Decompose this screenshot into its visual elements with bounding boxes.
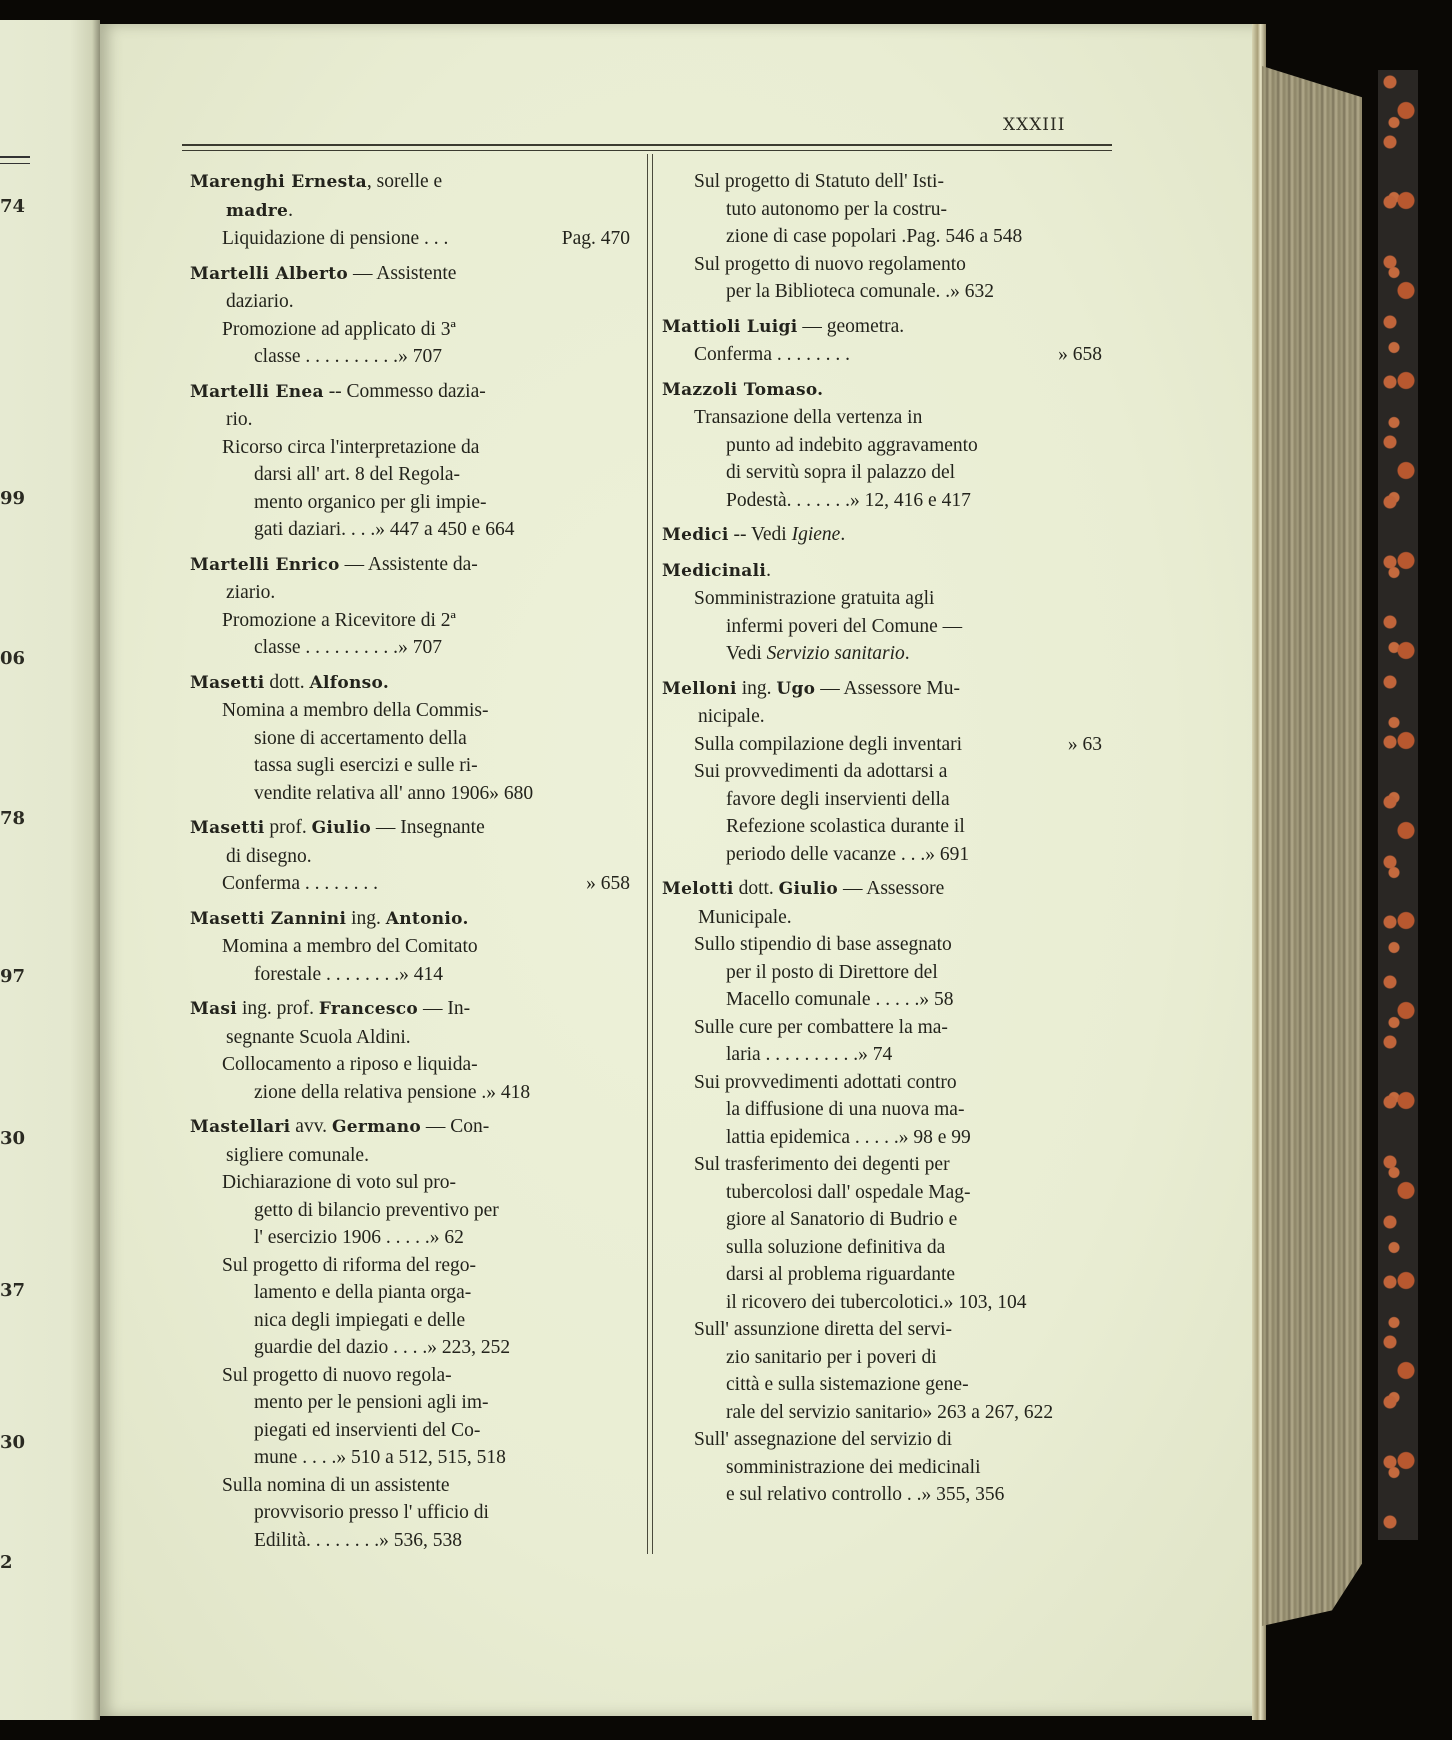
entry-given-name: Giulio (311, 818, 372, 838)
subentry-text: Sui provvedimenti da adottarsi a (694, 761, 948, 782)
entry-qualifier: — In- (418, 998, 471, 1019)
subentry-text: lamento e della pianta orga- (254, 1282, 472, 1303)
page-reference: » 658 (1058, 344, 1102, 365)
subentry (662, 758, 1102, 868)
entry-qualifier: daziario. (226, 291, 294, 312)
index-entry (190, 669, 630, 808)
page-reference: » 58 (919, 989, 954, 1010)
entry-heading (662, 521, 1102, 550)
entry-name: Mastellari (190, 1117, 291, 1137)
page-reference: » 707 (398, 637, 442, 658)
entry-given-name: Germano (331, 1117, 422, 1137)
entry-given-name: Giulio (778, 879, 839, 899)
subentry-text: l' esercizio 1906 . . . . . (254, 1227, 430, 1248)
subentry-text: gati daziari. . . . (254, 519, 376, 540)
subentry-text: infermi poveri del Comune — (726, 615, 963, 637)
entry-heading (662, 557, 1102, 586)
subentry-text: di servitù sopra il palazzo del (726, 462, 956, 483)
subentry (190, 1362, 630, 1472)
entry-qualifier: ziario. (226, 582, 276, 603)
entry-name: Martelli Alberto (190, 263, 349, 284)
pag-label: Pag. (906, 226, 941, 247)
prev-page-margin-number: 78 (0, 808, 26, 829)
subentry (662, 731, 1102, 759)
index-entry (190, 995, 630, 1106)
subentry-text: Conferma . . . . . . . . (222, 873, 378, 894)
index-entry (190, 1113, 630, 1554)
subentry-text: . (904, 643, 910, 664)
index-entry (190, 814, 630, 898)
index-entry (190, 260, 630, 371)
subentry-text: Sul progetto di nuovo regolamento (694, 253, 966, 275)
subentry-text: forestale . . . . . . . . (254, 963, 400, 985)
subentry (190, 1252, 630, 1362)
entry-qualifier: segnante Scuola Aldini. (226, 1026, 411, 1048)
subentry (662, 1426, 1102, 1509)
entry-qualifier: ing. (736, 677, 777, 699)
entry-name: Medici (662, 525, 729, 545)
entry-name: Masetti Zannini (190, 908, 347, 929)
subentry-text: darsi al problema riguardante (726, 1264, 956, 1285)
entry-qualifier: ing. (346, 907, 386, 929)
subentry-text: per la Biblioteca comunale. . (726, 281, 951, 302)
page-number: XXXIII (1003, 115, 1066, 135)
entry-qualifier: — Assistente (348, 262, 457, 284)
entry-qualifier: Municipale. (698, 906, 792, 928)
index-entry (662, 675, 1102, 869)
subentry-text: Momina a membro del Comitato (222, 936, 478, 957)
entry-name: Masetti (190, 672, 265, 693)
subentry-text: rale del servizio sanitario (726, 1401, 923, 1423)
entry-qualifier: , sorelle e (366, 171, 443, 192)
subentry-text: mento per le pensioni agli im- (254, 1392, 489, 1413)
subentry-text: Sulla compilazione degli inventari (694, 733, 963, 755)
subentry (662, 1151, 1102, 1316)
subentry (662, 931, 1102, 1014)
entry-name: Mattioli Luigi (662, 316, 798, 337)
entry-name: Masetti (190, 818, 265, 838)
subentry-text: Promozione ad applicato di 3ª (222, 318, 456, 340)
subentry (190, 316, 630, 371)
entry-name: madre (226, 200, 289, 221)
entry-qualifier: — Assessore Mu- (815, 677, 960, 699)
page-reference: » 510 a 512, 515, 518 (336, 1447, 506, 1468)
entry-name: Martelli Enea (190, 381, 324, 402)
subentry-text: Sui provvedimenti adottati contro (694, 1071, 957, 1093)
entry-qualifier: sigliere comunale. (226, 1144, 369, 1166)
subentry-text: getto di bilancio preventivo per (254, 1199, 499, 1221)
index-entry (190, 551, 630, 662)
subentry (662, 1014, 1102, 1069)
entry-heading (190, 378, 630, 434)
subentry-text: mune . . . . (254, 1447, 337, 1468)
cross-reference: Servizio sanitario (766, 643, 905, 664)
index-entry (190, 168, 630, 253)
page-reference: 470 (600, 228, 630, 249)
subentry-text: mento organico per gli impie- (254, 491, 487, 513)
index-column-right (662, 168, 1102, 1516)
index-entry (190, 905, 630, 989)
subentry (190, 607, 630, 662)
subentry-text: giore al Sanatorio di Budrio e (726, 1209, 958, 1230)
index-column-left (190, 168, 630, 1561)
subentry-text: zione di case popolari . (726, 226, 907, 247)
subentry-text: Sul progetto di riforma del rego- (222, 1254, 476, 1276)
prev-page-margin-number: 99 (0, 488, 26, 509)
entry-qualifier: — Assistente da- (339, 553, 478, 575)
page-reference: » 103, 104 (943, 1291, 1027, 1313)
previous-page-header-rule (0, 156, 30, 164)
column-divider (647, 154, 653, 1554)
subentry-text: Sul trasferimento dei degenti per (694, 1154, 950, 1175)
subentry (190, 870, 630, 898)
subentry-text: città e sulla sistemazione gene- (726, 1374, 969, 1395)
page-reference: » 223, 252 (427, 1337, 511, 1358)
subentry-text: periodo delle vacanze . . . (726, 843, 926, 865)
subentry-text: sione di accertamento della (254, 727, 467, 749)
entry-given-name: Antonio. (385, 908, 469, 929)
page-reference: » 691 (925, 843, 970, 865)
subentry (190, 1051, 630, 1106)
subentry-text: la diffusione di una nuova ma- (726, 1099, 965, 1120)
subentry-text: Vedi (726, 643, 767, 664)
entry-qualifier: nicipale. (698, 706, 765, 727)
prev-page-margin-number: 2 (0, 1552, 13, 1573)
page-reference: » 74 (858, 1044, 893, 1065)
header-double-rule (182, 144, 1112, 151)
subentry-text: Sull' assegnazione del servizio di (694, 1429, 953, 1450)
entry-qualifier: -- Vedi (728, 524, 792, 545)
entry-name: Medicinali (662, 560, 767, 581)
page-reference: » 707 (398, 346, 442, 367)
prev-page-margin-number: 74 (0, 196, 26, 217)
page-reference: » 12, 416 e 417 (850, 489, 971, 511)
page-reference: » 355, 356 (921, 1484, 1005, 1505)
entry-qualifier: — geometra. (797, 315, 905, 337)
entry-heading (662, 376, 1102, 405)
index-entry (662, 313, 1102, 369)
page-reference: » 632 (950, 281, 995, 302)
subentry (662, 251, 1102, 306)
prev-page-margin-number: 37 (0, 1280, 26, 1301)
pag-label: Pag. (561, 228, 596, 249)
subentry (190, 1472, 630, 1555)
prev-page-margin-number: 30 (0, 1128, 26, 1149)
subentry-text: Sullo stipendio di base assegnato (694, 934, 952, 955)
subentry-text: Liquidazione di pensione . . . (222, 228, 449, 249)
subentry (190, 697, 630, 807)
index-entry (662, 521, 1102, 550)
entry-qualifier: — Assessore (838, 878, 945, 899)
marbled-book-cover (1378, 70, 1418, 1540)
entry-heading (190, 669, 630, 698)
subentry (190, 225, 630, 253)
subentry-text: il ricovero dei tubercolotici. (726, 1291, 944, 1313)
subentry-text: Collocamento a riposo e liquida- (222, 1054, 478, 1075)
subentry-text: somministrazione dei medicinali (726, 1456, 981, 1478)
entry-qualifier: . (840, 524, 846, 545)
subentry-text: sulla soluzione definitiva da (726, 1236, 946, 1258)
subentry-text: per il posto di Direttore del (726, 961, 938, 983)
entry-heading (190, 260, 630, 316)
entry-qualifier: dott. (733, 878, 779, 899)
subentry-text: piegati ed inservienti del Co- (254, 1419, 481, 1441)
subentry-text: lattia epidemica . . . . . (726, 1126, 899, 1148)
subentry-text: Podestà. . . . . . . (726, 489, 851, 511)
subentry (662, 585, 1102, 668)
entry-heading (190, 995, 630, 1051)
page-reference: » 418 (486, 1081, 531, 1103)
subentry-text: provvisorio presso l' ufficio di (254, 1502, 489, 1523)
subentry-text: Sulla nomina di un assistente (222, 1474, 450, 1496)
subentry-text: Refezione scolastica durante il (726, 816, 965, 837)
entry-given-name: Ugo (776, 678, 816, 699)
book-page-block (1262, 66, 1362, 1626)
page-reference: » 536, 538 (379, 1529, 462, 1551)
subentry (662, 341, 1102, 369)
previous-page-edge (0, 20, 100, 1720)
entry-name: Masi (190, 999, 238, 1019)
page-reference: » 447 a 450 e 664 (375, 519, 515, 540)
page-reference: » 62 (429, 1227, 464, 1248)
entry-qualifier: — Insegnante (371, 817, 485, 838)
page-reference: 546 a 548 (945, 226, 1023, 247)
entry-name: Mazzoli Tomaso. (662, 379, 824, 400)
subentry-text: zione della relativa pensione . (254, 1081, 487, 1103)
subentry-text: Dichiarazione di voto sul pro- (222, 1172, 456, 1193)
subentry-text: zio sanitario per i poveri di (726, 1346, 937, 1368)
entry-heading (190, 905, 630, 934)
subentry-text: Macello comunale . . . . . (726, 989, 920, 1010)
subentry (662, 168, 1102, 251)
subentry-text: Transazione della vertenza in (694, 407, 923, 428)
subentry-text: tuto autonomo per la costru- (726, 198, 947, 220)
entry-given-name: Alfonso. (309, 672, 390, 693)
subentry-text: nica degli impiegati e delle (254, 1309, 466, 1331)
entry-name: Marenghi Ernesta (190, 172, 367, 192)
subentry-text: darsi all' art. 8 del Regola- (254, 464, 461, 485)
page-reference: » 658 (586, 873, 630, 894)
entry-heading (190, 1113, 630, 1169)
entry-qualifier: . (288, 199, 294, 221)
page-reference: » 680 (489, 782, 534, 804)
entry-qualifier: . (766, 559, 771, 581)
subentry (190, 933, 630, 988)
subentry-text: tubercolosi dall' ospedale Mag- (726, 1181, 971, 1203)
entry-qualifier: -- Commesso dazia- (323, 380, 486, 402)
entry-qualifier: dott. (264, 671, 310, 693)
subentry-text: Promozione a Ricevitore di 2ª (222, 609, 456, 631)
subentry (190, 434, 630, 544)
entry-heading (190, 551, 630, 607)
subentry-text: Ricorso circa l'interpretazione da (222, 436, 480, 458)
entry-given-name: Francesco (318, 999, 419, 1019)
subentry-text: punto ad indebito aggravamento (726, 434, 978, 456)
entry-qualifier: prof. (264, 817, 312, 838)
page-reference: » 414 (399, 963, 444, 985)
subentry (190, 1169, 630, 1252)
subentry-text: Somministrazione gratuita agli (694, 588, 935, 609)
cross-reference: Igiene (791, 524, 841, 545)
index-entry (662, 376, 1102, 515)
page-reference: » 63 (1067, 733, 1102, 755)
subentry-text: e sul relativo controllo . . (726, 1484, 922, 1505)
index-entry (190, 378, 630, 544)
entry-heading (662, 875, 1102, 931)
entry-name: Melloni (662, 678, 737, 699)
subentry-text: Sul progetto di Statuto dell' Isti- (694, 171, 944, 192)
index-entry (662, 875, 1102, 1509)
entry-qualifier: — Con- (421, 1116, 490, 1137)
entry-qualifier: rio. (226, 409, 253, 430)
page-reference: » 98 e 99 (898, 1126, 971, 1148)
subentry (662, 1316, 1102, 1426)
entry-qualifier: di disegno. (226, 845, 312, 867)
subentry-text: Sulle cure per combattere la ma- (694, 1016, 948, 1038)
subentry-text: Conferma . . . . . . . . (694, 344, 850, 365)
subentry-text: Nomina a membro della Commis- (222, 700, 489, 721)
entry-qualifier: ing. prof. (237, 998, 319, 1019)
entry-name: Martelli Enrico (190, 554, 340, 575)
entry-name: Melotti (662, 879, 734, 899)
subentry-text: classe . . . . . . . . . . (254, 637, 399, 658)
page-reference: » 263 a 267, 622 (922, 1401, 1054, 1423)
subentry (662, 404, 1102, 514)
subentry-text: Sull' assunzione diretta del servi- (694, 1319, 953, 1340)
prev-page-margin-number: 30 (0, 1432, 26, 1453)
subentry-text: Sul progetto di nuovo regola- (222, 1364, 452, 1386)
subentry-text: vendite relativa all' anno 1906 (254, 782, 490, 804)
prev-page-margin-number: 97 (0, 966, 26, 987)
prev-page-margin-number: 06 (0, 648, 26, 669)
index-entry (662, 557, 1102, 668)
subentry-text: Edilità. . . . . . . . (254, 1529, 380, 1551)
subentry-text: tassa sugli esercizi e sulle ri- (254, 755, 478, 776)
entry-heading (662, 675, 1102, 731)
entry-heading (190, 814, 630, 870)
subentry-text: classe . . . . . . . . . . (254, 346, 399, 367)
subentry-text: laria . . . . . . . . . . (726, 1044, 859, 1065)
subentry-text: guardie del dazio . . . . (254, 1337, 428, 1358)
index-entry-continued (662, 168, 1102, 306)
entry-heading (662, 313, 1102, 342)
entry-qualifier: avv. (290, 1116, 332, 1137)
subentry-text: favore degli inservienti della (726, 788, 950, 810)
subentry (662, 1069, 1102, 1152)
entry-heading (190, 168, 630, 225)
